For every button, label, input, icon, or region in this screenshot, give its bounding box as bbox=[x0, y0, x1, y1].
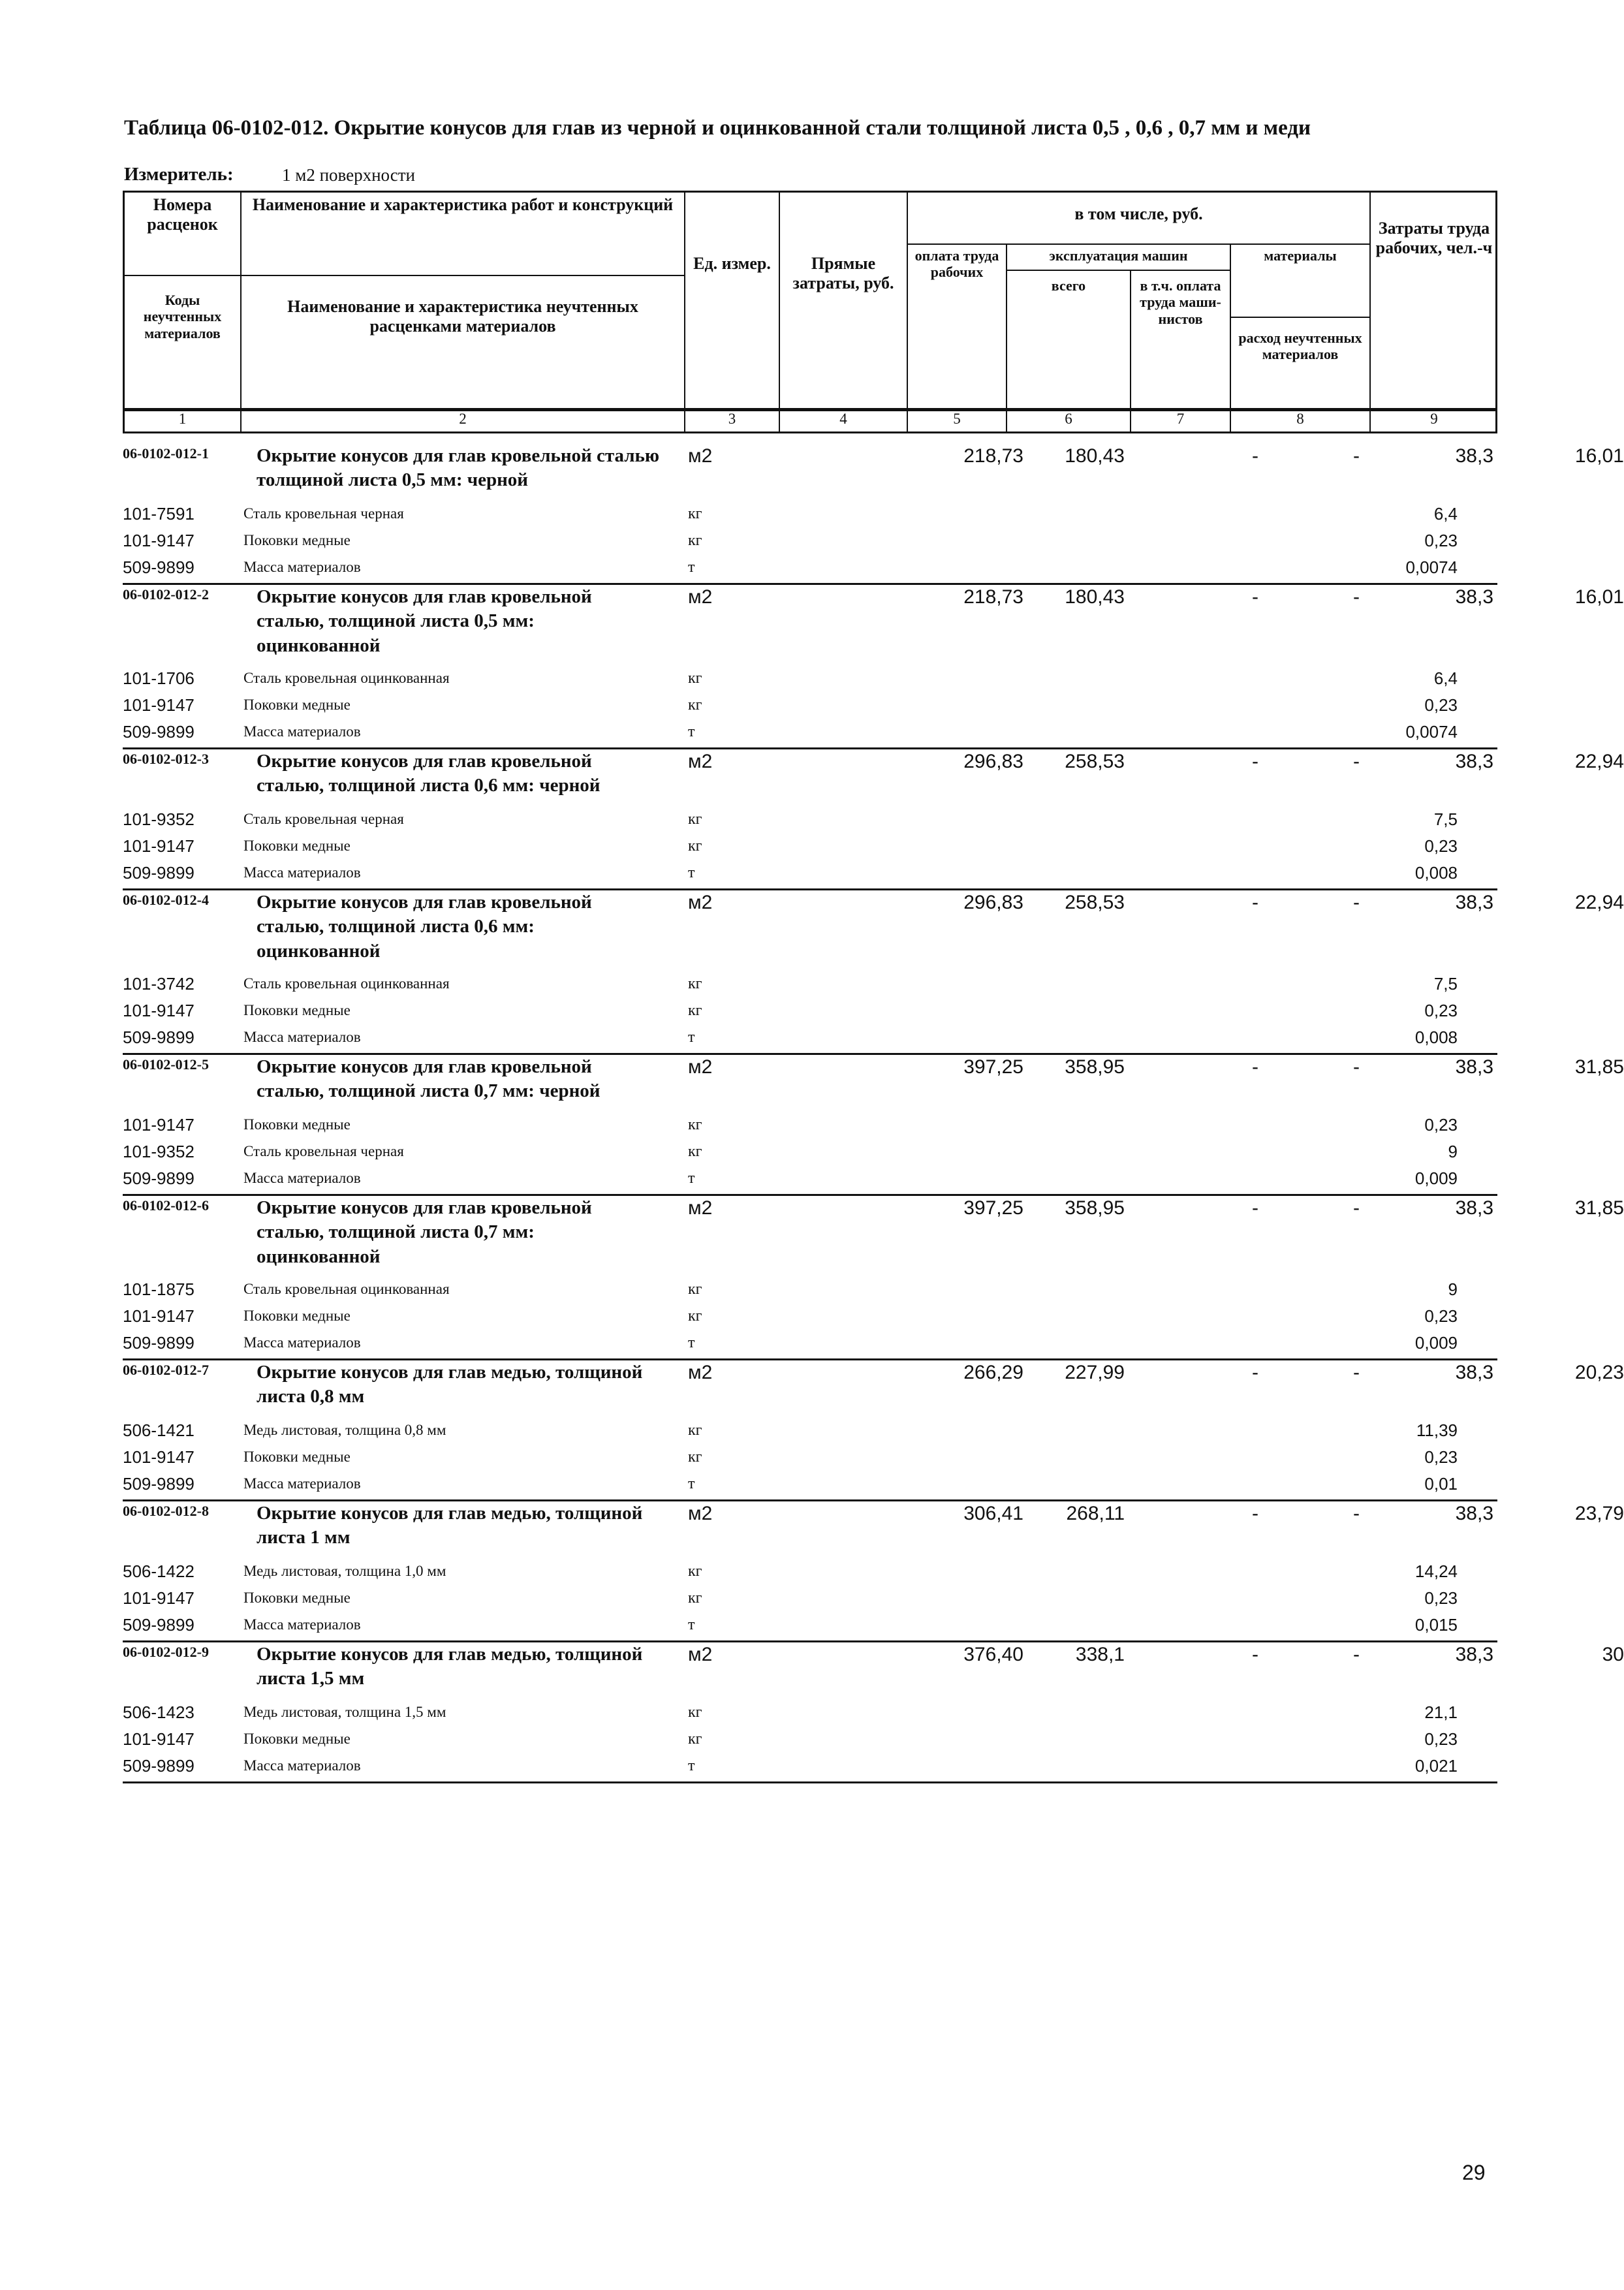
rate-machines: - bbox=[1252, 1056, 1258, 1078]
rate-code: 06-0102-012-5 bbox=[123, 1056, 209, 1073]
rate-direct-cost: 296,83 bbox=[963, 751, 1023, 772]
col-num-8: 8 bbox=[1296, 411, 1304, 427]
rate-unit: м2 bbox=[688, 1362, 713, 1383]
material-unit: т bbox=[688, 559, 695, 576]
rate-unit: м2 bbox=[688, 1503, 713, 1524]
material-qty: 0,01 bbox=[1424, 1474, 1458, 1494]
rate-pay: 258,53 bbox=[1065, 892, 1125, 913]
material-qty: 6,4 bbox=[1433, 504, 1458, 524]
material-code: 509-9899 bbox=[123, 1615, 195, 1635]
rate-materials: 38,3 bbox=[1455, 1362, 1493, 1383]
table-row bbox=[123, 1501, 1624, 1560]
rate-code: 06-0102-012-9 bbox=[123, 1644, 209, 1660]
rate-machines-pay: - bbox=[1353, 1644, 1360, 1665]
material-name: Сталь кровельная оцинкованная bbox=[243, 1281, 450, 1297]
material-code: 506-1423 bbox=[123, 1702, 195, 1722]
material-code: 101-9147 bbox=[123, 1115, 195, 1135]
rate-code: 06-0102-012-6 bbox=[123, 1197, 209, 1214]
rate-unit: м2 bbox=[688, 751, 713, 772]
rate-labor: 22,94 bbox=[1574, 892, 1624, 913]
list-item bbox=[123, 1728, 1497, 1755]
rate-unit: м2 bbox=[688, 1197, 713, 1219]
material-code: 101-3742 bbox=[123, 974, 195, 994]
material-qty: 0,0074 bbox=[1405, 722, 1458, 742]
material-code: 101-1706 bbox=[123, 668, 195, 688]
material-name: Поковки медные bbox=[243, 838, 351, 854]
material-code: 101-9147 bbox=[123, 1306, 195, 1326]
material-code: 506-1422 bbox=[123, 1561, 195, 1581]
rate-machines-pay: - bbox=[1353, 1056, 1360, 1078]
material-code: 101-9147 bbox=[123, 531, 195, 550]
material-qty: 9 bbox=[1448, 1142, 1458, 1161]
material-qty: 0,23 bbox=[1424, 1588, 1458, 1608]
material-code: 509-9899 bbox=[123, 1333, 195, 1353]
rate-pay: 358,95 bbox=[1065, 1056, 1125, 1078]
rate-pay: 268,11 bbox=[1066, 1503, 1125, 1524]
material-code: 509-9899 bbox=[123, 722, 195, 742]
table-row bbox=[123, 1196, 1624, 1278]
rate-code: 06-0102-012-2 bbox=[123, 586, 209, 603]
rate-machines: - bbox=[1252, 586, 1258, 608]
rate-materials: 38,3 bbox=[1455, 751, 1493, 772]
material-name: Сталь кровельная черная bbox=[243, 505, 404, 522]
material-code: 101-1875 bbox=[123, 1279, 195, 1299]
list-item bbox=[123, 694, 1497, 721]
material-code: 101-9147 bbox=[123, 836, 195, 856]
table-row bbox=[123, 890, 1624, 973]
rate-code: 06-0102-012-8 bbox=[123, 1503, 209, 1519]
material-unit: кг bbox=[688, 1704, 702, 1721]
material-name: Масса материалов bbox=[243, 723, 361, 740]
rate-code: 06-0102-012-7 bbox=[123, 1362, 209, 1378]
material-unit: т bbox=[688, 1029, 695, 1046]
header-machines-total: всего bbox=[1051, 277, 1086, 294]
rate-name: Окрытие конусов для глав медью, толщиной листа 1,5 мм bbox=[257, 1644, 643, 1689]
list-item bbox=[123, 529, 1497, 556]
rate-materials: 38,3 bbox=[1455, 892, 1493, 913]
rate-direct-cost: 296,83 bbox=[963, 892, 1023, 913]
rate-pay: 180,43 bbox=[1065, 445, 1125, 467]
material-name: Масса материалов bbox=[243, 1170, 361, 1186]
material-qty: 0,23 bbox=[1424, 1115, 1458, 1135]
rate-machines-pay: - bbox=[1353, 1362, 1360, 1383]
header-col1-top: Номера расценок bbox=[147, 195, 218, 234]
rate-name: Окрытие конусов для глав кровельной сталью, толщиной листа 0,6 мм: черной bbox=[257, 751, 601, 796]
list-item bbox=[123, 1473, 1497, 1501]
material-code: 101-9147 bbox=[123, 1447, 195, 1467]
material-qty: 0,015 bbox=[1414, 1615, 1458, 1635]
column-numbers-row bbox=[123, 409, 1497, 433]
list-item bbox=[123, 667, 1497, 694]
table-row bbox=[123, 444, 1624, 503]
material-unit: т bbox=[688, 1170, 695, 1187]
list-item bbox=[123, 1560, 1497, 1587]
col-num-4: 4 bbox=[839, 411, 847, 427]
rate-pay: 338,1 bbox=[1075, 1644, 1125, 1665]
material-name: Поковки медные bbox=[243, 1308, 351, 1324]
material-name: Медь листовая, толщина 0,8 мм bbox=[243, 1422, 446, 1438]
material-code: 101-9147 bbox=[123, 1001, 195, 1020]
rate-pay: 258,53 bbox=[1065, 751, 1125, 772]
material-unit: кг bbox=[688, 1281, 702, 1298]
rate-pay: 227,99 bbox=[1065, 1362, 1125, 1383]
rate-unit: м2 bbox=[688, 1056, 713, 1078]
header-materials: материалы bbox=[1264, 247, 1337, 264]
material-code: 506-1421 bbox=[123, 1420, 195, 1440]
rate-materials: 38,3 bbox=[1455, 586, 1493, 608]
list-item bbox=[123, 1419, 1497, 1446]
material-unit: т bbox=[688, 1334, 695, 1351]
material-code: 101-9352 bbox=[123, 809, 195, 829]
rate-machines: - bbox=[1252, 892, 1258, 913]
rate-materials: 38,3 bbox=[1455, 1056, 1493, 1078]
table-title: Таблица 06-0102-012. Окрытие конусов для глав из черной и оцинкованной стали толщиной листа 0,5 , 0,6 , 0,7 мм и меди bbox=[124, 116, 1311, 140]
rate-materials: 38,3 bbox=[1455, 445, 1493, 467]
rate-unit: м2 bbox=[688, 445, 713, 467]
material-code: 509-9899 bbox=[123, 557, 195, 577]
rate-labor: 22,94 bbox=[1574, 751, 1624, 772]
table-row bbox=[123, 585, 1624, 667]
material-code: 509-9899 bbox=[123, 1756, 195, 1776]
rate-machines-pay: - bbox=[1353, 586, 1360, 608]
rate-direct-cost: 397,25 bbox=[963, 1056, 1023, 1078]
col-num-5: 5 bbox=[953, 411, 961, 427]
list-item bbox=[123, 862, 1497, 890]
material-unit: кг bbox=[688, 1449, 702, 1466]
material-code: 101-9147 bbox=[123, 1729, 195, 1749]
measure-value: 1 м2 поверхности bbox=[282, 165, 415, 185]
material-name: Масса материалов bbox=[243, 864, 361, 881]
rate-name: Окрытие конусов для глав кровельной сталью, толщиной листа 0,7 мм: оцинкованной bbox=[257, 1197, 592, 1267]
material-unit: т bbox=[688, 723, 695, 740]
rate-machines: - bbox=[1252, 1503, 1258, 1524]
rate-machines: - bbox=[1252, 1362, 1258, 1383]
material-unit: т bbox=[688, 864, 695, 881]
material-unit: кг bbox=[688, 811, 702, 828]
material-unit: кг bbox=[688, 505, 702, 522]
list-item bbox=[123, 999, 1497, 1026]
list-item bbox=[123, 1614, 1497, 1642]
material-name: Медь листовая, толщина 1,0 мм bbox=[243, 1563, 446, 1579]
material-name: Масса материалов bbox=[243, 1029, 361, 1045]
material-name: Поковки медные bbox=[243, 1590, 351, 1606]
table-row bbox=[123, 1642, 1624, 1701]
rate-direct-cost: 218,73 bbox=[963, 586, 1023, 608]
rate-machines-pay: - bbox=[1353, 892, 1360, 913]
material-unit: кг bbox=[688, 697, 702, 714]
table-row bbox=[123, 749, 1624, 808]
material-code: 509-9899 bbox=[123, 1169, 195, 1188]
page-number: 29 bbox=[1462, 2161, 1486, 2184]
table-body bbox=[123, 444, 1624, 1783]
material-name: Поковки медные bbox=[243, 1002, 351, 1018]
rate-direct-cost: 397,25 bbox=[963, 1197, 1023, 1219]
rate-machines: - bbox=[1252, 1197, 1258, 1219]
rate-materials: 38,3 bbox=[1455, 1197, 1493, 1219]
header-pay: оплата труда рабочих bbox=[914, 247, 999, 281]
rate-labor: 30 bbox=[1602, 1644, 1624, 1665]
material-unit: кг bbox=[688, 1308, 702, 1325]
material-name: Масса материалов bbox=[243, 559, 361, 575]
rate-machines-pay: - bbox=[1353, 445, 1360, 467]
list-item bbox=[123, 1026, 1497, 1055]
material-name: Масса материалов bbox=[243, 1757, 361, 1774]
rate-unit: м2 bbox=[688, 892, 713, 913]
header-unit: Ед. измер. bbox=[693, 254, 771, 273]
rate-name: Окрытие конусов для глав кровельной сталью, толщиной листа 0,5 мм: оцинкованной bbox=[257, 586, 592, 656]
material-qty: 21,1 bbox=[1424, 1702, 1458, 1722]
rate-unit: м2 bbox=[688, 586, 713, 608]
list-item bbox=[123, 503, 1497, 529]
rate-machines-pay: - bbox=[1353, 1503, 1360, 1524]
header-labor: Затраты труда рабочих, чел.-ч bbox=[1375, 219, 1493, 257]
rate-materials: 38,3 bbox=[1455, 1644, 1493, 1665]
rate-name: Окрытие конусов для глав медью, толщиной листа 1 мм bbox=[257, 1503, 643, 1548]
material-code: 509-9899 bbox=[123, 863, 195, 883]
material-unit: кг bbox=[688, 670, 702, 687]
rate-pay: 180,43 bbox=[1065, 586, 1125, 608]
material-name: Сталь кровельная черная bbox=[243, 811, 404, 827]
rate-materials: 38,3 bbox=[1455, 1503, 1493, 1524]
material-unit: кг bbox=[688, 1002, 702, 1019]
material-qty: 0,021 bbox=[1414, 1756, 1458, 1776]
material-name: Поковки медные bbox=[243, 1731, 351, 1747]
material-unit: кг bbox=[688, 1731, 702, 1748]
material-name: Поковки медные bbox=[243, 697, 351, 713]
material-qty: 0,009 bbox=[1414, 1169, 1458, 1188]
material-code: 101-9147 bbox=[123, 1588, 195, 1608]
rate-pay: 358,95 bbox=[1065, 1197, 1125, 1219]
material-name: Масса материалов bbox=[243, 1616, 361, 1633]
material-unit: кг bbox=[688, 975, 702, 992]
material-qty: 0,23 bbox=[1424, 1001, 1458, 1020]
material-qty: 0,0074 bbox=[1405, 557, 1458, 577]
rate-labor: 31,85 bbox=[1574, 1056, 1624, 1078]
list-item bbox=[123, 973, 1497, 999]
rate-machines: - bbox=[1252, 445, 1258, 467]
material-qty: 11,39 bbox=[1416, 1420, 1458, 1440]
rate-direct-cost: 376,40 bbox=[963, 1644, 1023, 1665]
material-name: Сталь кровельная черная bbox=[243, 1143, 404, 1159]
material-code: 509-9899 bbox=[123, 1474, 195, 1494]
list-item bbox=[123, 556, 1497, 585]
material-qty: 0,009 bbox=[1414, 1333, 1458, 1353]
material-qty: 0,008 bbox=[1414, 863, 1458, 883]
material-qty: 0,23 bbox=[1424, 1447, 1458, 1467]
col-num-2: 2 bbox=[459, 411, 467, 427]
rate-labor: 16,01 bbox=[1574, 445, 1624, 467]
material-qty: 0,23 bbox=[1424, 531, 1458, 550]
header-col2-bottom: Наименование и характеристика неучтенных расценками материалов bbox=[287, 297, 638, 336]
col-num-6: 6 bbox=[1065, 411, 1072, 427]
rate-machines: - bbox=[1252, 1644, 1258, 1665]
rate-labor: 16,01 bbox=[1574, 586, 1624, 608]
material-unit: т bbox=[688, 1475, 695, 1492]
material-name: Сталь кровельная оцинкованная bbox=[243, 670, 450, 686]
material-name: Масса материалов bbox=[243, 1475, 361, 1492]
material-unit: т bbox=[688, 1616, 695, 1633]
list-item bbox=[123, 1114, 1497, 1140]
material-unit: т bbox=[688, 1757, 695, 1774]
list-item bbox=[123, 835, 1497, 862]
material-name: Поковки медные bbox=[243, 1116, 351, 1133]
col-num-1: 1 bbox=[178, 411, 187, 427]
material-unit: кг bbox=[688, 1563, 702, 1580]
col-num-3: 3 bbox=[728, 411, 736, 427]
material-qty: 7,5 bbox=[1433, 809, 1458, 829]
rate-name: Окрытие конусов для глав кровельной сталью, толщиной листа 0,6 мм: оцинкованной bbox=[257, 892, 592, 962]
material-name: Медь листовая, толщина 1,5 мм bbox=[243, 1704, 446, 1720]
rate-direct-cost: 266,29 bbox=[963, 1362, 1023, 1383]
list-item bbox=[123, 1305, 1497, 1332]
material-name: Поковки медные bbox=[243, 532, 351, 548]
material-unit: кг bbox=[688, 1590, 702, 1607]
rate-code: 06-0102-012-3 bbox=[123, 751, 209, 767]
list-item bbox=[123, 1167, 1497, 1196]
header-incl: в том числе, руб. bbox=[1074, 204, 1203, 223]
material-qty: 0,23 bbox=[1424, 836, 1458, 856]
material-unit: кг bbox=[688, 1422, 702, 1439]
list-item bbox=[123, 808, 1497, 835]
header-materials-use: расход неучтенных материалов bbox=[1238, 330, 1362, 363]
material-qty: 14,24 bbox=[1414, 1561, 1458, 1581]
material-name: Масса материалов bbox=[243, 1334, 361, 1351]
material-code: 509-9899 bbox=[123, 1027, 195, 1047]
list-item bbox=[123, 1140, 1497, 1167]
list-item bbox=[123, 1332, 1497, 1360]
rate-code: 06-0102-012-1 bbox=[123, 445, 209, 462]
header-col2-top: Наименование и характеристика работ и конструкций bbox=[252, 195, 674, 214]
rate-machines: - bbox=[1252, 751, 1258, 772]
material-qty: 9 bbox=[1448, 1279, 1458, 1299]
table-header bbox=[123, 191, 1497, 411]
rate-labor: 31,85 bbox=[1574, 1197, 1624, 1219]
material-unit: кг bbox=[688, 532, 702, 549]
material-code: 101-7591 bbox=[123, 504, 195, 524]
material-name: Сталь кровельная оцинкованная bbox=[243, 975, 450, 992]
material-qty: 7,5 bbox=[1433, 974, 1458, 994]
list-item bbox=[123, 1278, 1497, 1305]
rate-unit: м2 bbox=[688, 1644, 713, 1665]
header-direct: Прямые затраты, руб. bbox=[792, 254, 894, 292]
list-item bbox=[123, 1587, 1497, 1614]
rate-labor: 20,23 bbox=[1574, 1362, 1624, 1383]
material-name: Поковки медные bbox=[243, 1449, 351, 1465]
header-machines: эксплуатация машин bbox=[1049, 247, 1188, 264]
rate-machines-pay: - bbox=[1353, 751, 1360, 772]
material-unit: кг bbox=[688, 838, 702, 855]
measure-label: Измеритель: bbox=[124, 164, 234, 185]
col-num-7: 7 bbox=[1176, 411, 1185, 427]
list-item bbox=[123, 721, 1497, 749]
list-item bbox=[123, 1755, 1497, 1783]
header-machines-pay: в т.ч. оплата труда маши-нистов bbox=[1140, 277, 1221, 327]
rate-name: Окрытие конусов для глав кровельной сталью, толщиной листа 0,7 мм: черной bbox=[257, 1056, 601, 1102]
rate-code: 06-0102-012-4 bbox=[123, 892, 209, 908]
material-code: 101-9352 bbox=[123, 1142, 195, 1161]
table-row bbox=[123, 1055, 1624, 1114]
rate-name: Окрытие конусов для глав кровельной сталью толщиной листа 0,5 мм: черной bbox=[257, 445, 659, 491]
material-unit: кг bbox=[688, 1116, 702, 1133]
header-col1-bottom: Коды неучтенных материалов bbox=[143, 292, 222, 341]
list-item bbox=[123, 1446, 1497, 1473]
rate-name: Окрытие конусов для глав медью, толщиной листа 0,8 мм bbox=[257, 1362, 643, 1407]
material-unit: кг bbox=[688, 1143, 702, 1160]
material-code: 101-9147 bbox=[123, 695, 195, 715]
list-item bbox=[123, 1701, 1497, 1728]
material-qty: 0,23 bbox=[1424, 1729, 1458, 1749]
material-qty: 0,008 bbox=[1414, 1027, 1458, 1047]
rate-machines-pay: - bbox=[1353, 1197, 1360, 1219]
rate-labor: 23,79 bbox=[1574, 1503, 1624, 1524]
rate-direct-cost: 218,73 bbox=[963, 445, 1023, 467]
rate-direct-cost: 306,41 bbox=[963, 1503, 1023, 1524]
material-qty: 0,23 bbox=[1424, 695, 1458, 715]
material-qty: 6,4 bbox=[1433, 668, 1458, 688]
material-qty: 0,23 bbox=[1424, 1306, 1458, 1326]
table-row bbox=[123, 1360, 1624, 1419]
col-num-9: 9 bbox=[1430, 411, 1438, 427]
